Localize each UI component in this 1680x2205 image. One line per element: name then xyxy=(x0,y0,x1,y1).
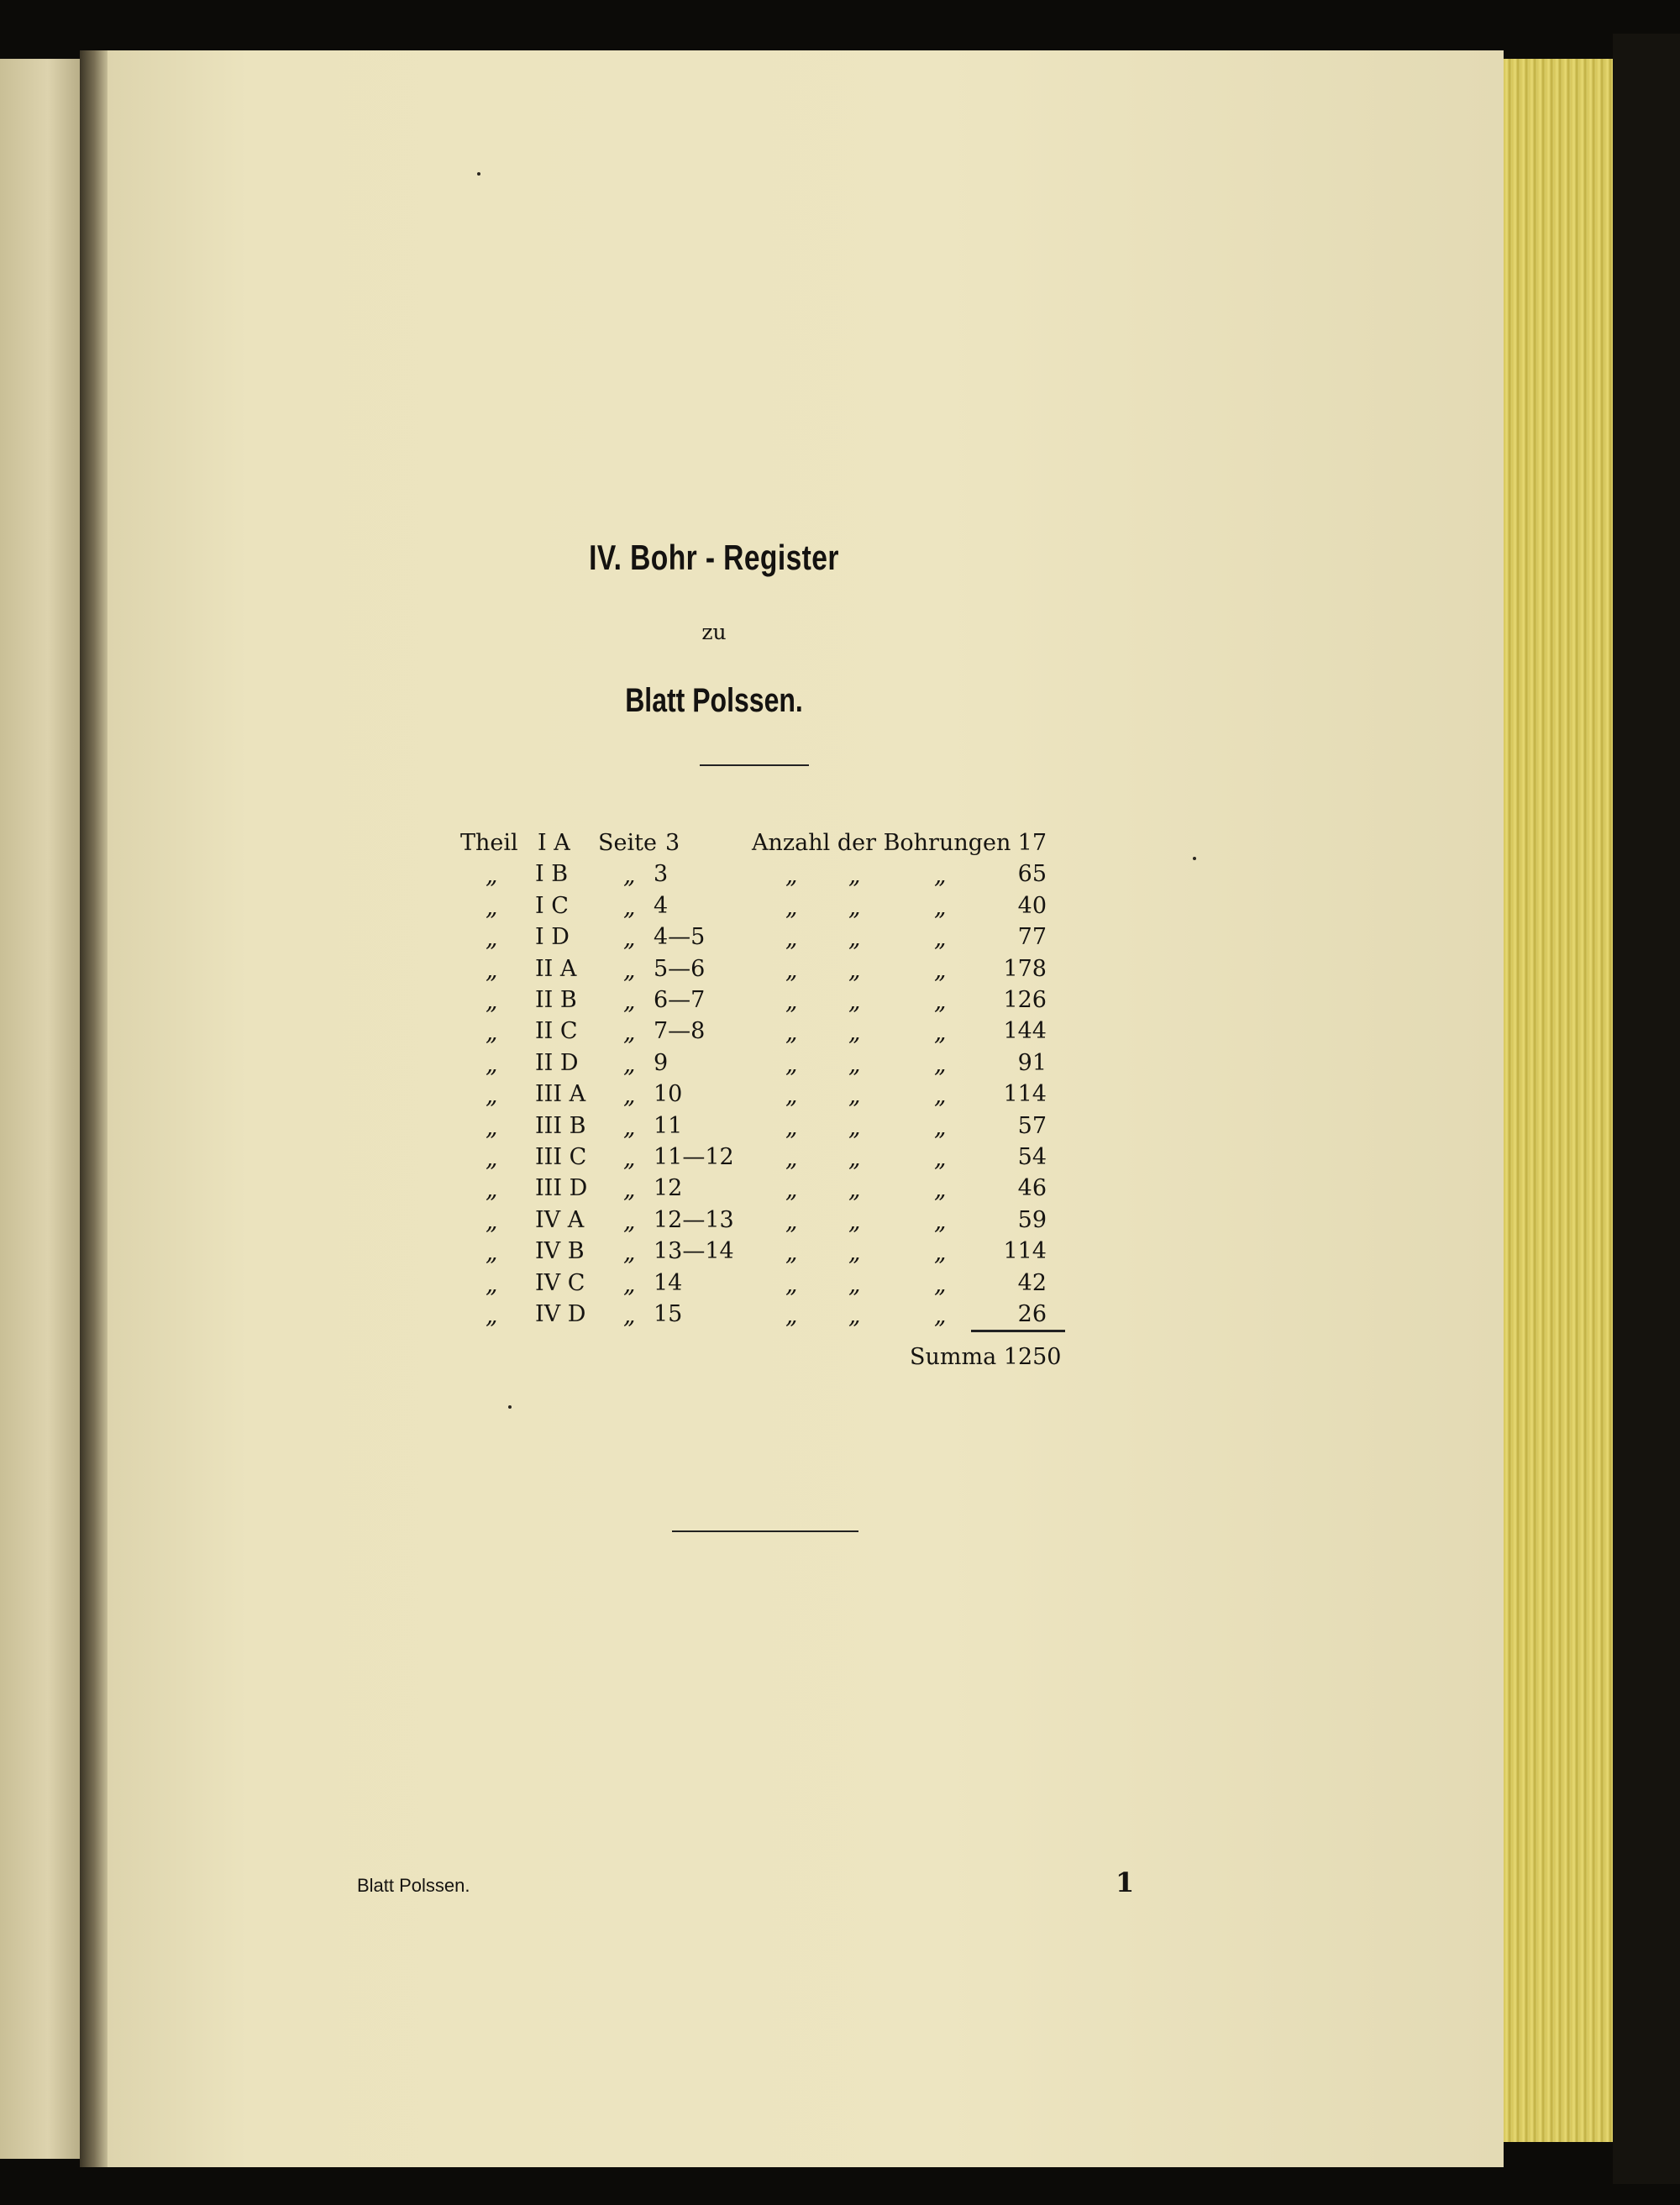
ditto-mark: „ xyxy=(623,1175,636,1203)
part-label: IV C xyxy=(535,1270,585,1296)
part-label: III B xyxy=(535,1113,586,1139)
part-label: IV B xyxy=(535,1238,585,1264)
ditto-mark: „ xyxy=(486,1270,498,1298)
ditto-mark: „ xyxy=(785,1113,798,1141)
ditto-mark: „ xyxy=(848,1207,861,1235)
ditto-mark: „ xyxy=(623,987,636,1015)
ditto-mark: „ xyxy=(934,1301,947,1329)
ditto-mark: „ xyxy=(623,1238,636,1266)
ditto-mark: „ xyxy=(848,956,861,984)
ditto-mark: „ xyxy=(785,1175,798,1203)
ditto-mark: „ xyxy=(934,861,947,889)
ditto-mark: „ xyxy=(934,987,947,1015)
paper-speck xyxy=(477,172,480,176)
ditto-mark: „ xyxy=(486,1238,498,1266)
page-range: 10 xyxy=(654,1081,683,1107)
page-range: 4—5 xyxy=(654,924,706,950)
page-range: 11—12 xyxy=(654,1144,734,1170)
borehole-count: 114 xyxy=(1003,1081,1047,1107)
page-range: 6—7 xyxy=(654,987,706,1013)
page-range: 4 xyxy=(654,893,669,919)
ditto-mark: „ xyxy=(848,1301,861,1329)
ditto-mark: „ xyxy=(623,1081,636,1109)
part-label: I C xyxy=(535,893,569,919)
borehole-count: 126 xyxy=(1003,987,1047,1013)
ditto-mark: „ xyxy=(486,893,498,921)
ditto-mark: „ xyxy=(934,1207,947,1235)
ditto-mark: „ xyxy=(486,987,498,1015)
page-range: 12—13 xyxy=(654,1207,734,1233)
page-range: 14 xyxy=(654,1270,683,1296)
borehole-count: 65 xyxy=(1017,861,1047,887)
page-edges xyxy=(1504,59,1613,2142)
ditto-mark: „ xyxy=(848,1238,861,1266)
ditto-mark: „ xyxy=(934,1050,947,1078)
left-page-edge xyxy=(0,59,80,2159)
ditto-mark: „ xyxy=(848,1081,861,1109)
part-label: I B xyxy=(535,861,569,887)
ditto-mark: „ xyxy=(848,893,861,921)
ditto-mark: „ xyxy=(486,1207,498,1235)
ditto-mark: „ xyxy=(934,1144,947,1172)
ditto-mark: „ xyxy=(934,1113,947,1141)
part-label: III A xyxy=(535,1081,586,1107)
borehole-count: 91 xyxy=(1017,1050,1047,1076)
ditto-mark: „ xyxy=(623,861,636,889)
summa-total: Summa 1250 xyxy=(910,1344,1062,1370)
ditto-mark: „ xyxy=(486,1113,498,1141)
borehole-count: 144 xyxy=(1003,1018,1047,1044)
borehole-count: 57 xyxy=(1017,1113,1047,1139)
seite-label: Seite xyxy=(598,830,657,856)
ditto-mark: „ xyxy=(785,924,798,952)
ditto-mark: „ xyxy=(623,1270,636,1298)
ditto-mark: „ xyxy=(623,893,636,921)
page-range: 13—14 xyxy=(654,1238,734,1264)
footer-sheet-name: Blatt Polssen. xyxy=(357,1875,470,1896)
ditto-mark: „ xyxy=(934,1175,947,1203)
bottom-divider xyxy=(672,1530,858,1532)
ditto-mark: „ xyxy=(848,1113,861,1141)
theil-label: Theil xyxy=(460,830,518,856)
ditto-mark: „ xyxy=(486,1144,498,1172)
ditto-mark: „ xyxy=(486,1018,498,1046)
page-range: 7—8 xyxy=(654,1018,706,1044)
ditto-mark: „ xyxy=(785,1270,798,1298)
sheet-title: Blatt Polssen. xyxy=(625,682,803,719)
ditto-mark: „ xyxy=(934,1081,947,1109)
page-range: 12 xyxy=(654,1175,683,1201)
book-cover xyxy=(1613,34,1680,2184)
anzahl-label: Anzahl der Bohrungen xyxy=(752,830,1011,856)
page-range: 11 xyxy=(654,1113,683,1139)
ditto-mark: „ xyxy=(486,1175,498,1203)
ditto-mark: „ xyxy=(785,861,798,889)
borehole-count: 77 xyxy=(1017,924,1047,950)
title-connector: zu xyxy=(701,620,727,644)
title-divider xyxy=(700,764,809,766)
part-label: II D xyxy=(535,1050,579,1076)
ditto-mark: „ xyxy=(785,1018,798,1046)
ditto-mark: „ xyxy=(848,1144,861,1172)
ditto-mark: „ xyxy=(623,1018,636,1046)
ditto-mark: „ xyxy=(785,1301,798,1329)
part-label: IV A xyxy=(535,1207,585,1233)
book-page xyxy=(108,50,1504,2167)
page-range: 15 xyxy=(654,1301,683,1327)
ditto-mark: „ xyxy=(623,1050,636,1078)
page-number: 1 xyxy=(1116,1866,1135,1898)
ditto-mark: „ xyxy=(623,956,636,984)
ditto-mark: „ xyxy=(785,956,798,984)
page-range: 5—6 xyxy=(654,956,706,982)
ditto-mark: „ xyxy=(785,987,798,1015)
part-label: II C xyxy=(535,1018,578,1044)
ditto-mark: „ xyxy=(486,956,498,984)
ditto-mark: „ xyxy=(785,1207,798,1235)
ditto-mark: „ xyxy=(848,924,861,952)
ditto-mark: „ xyxy=(785,1050,798,1078)
borehole-count: 54 xyxy=(1017,1144,1047,1170)
part-label: II A xyxy=(535,956,577,982)
ditto-mark: „ xyxy=(934,924,947,952)
ditto-mark: „ xyxy=(785,893,798,921)
page-range: 9 xyxy=(654,1050,669,1076)
ditto-mark: „ xyxy=(486,1050,498,1078)
ditto-mark: „ xyxy=(934,1238,947,1266)
ditto-mark: „ xyxy=(848,987,861,1015)
part-label: III C xyxy=(535,1144,587,1170)
part-label: II B xyxy=(535,987,577,1013)
ditto-mark: „ xyxy=(623,1113,636,1141)
paper-speck xyxy=(508,1405,512,1409)
ditto-mark: „ xyxy=(623,1301,636,1329)
ditto-mark: „ xyxy=(848,1018,861,1046)
ditto-mark: „ xyxy=(486,861,498,889)
book-gutter xyxy=(80,50,109,2167)
borehole-count: 26 xyxy=(1017,1301,1047,1327)
ditto-mark: „ xyxy=(934,956,947,984)
borehole-count: 40 xyxy=(1017,893,1047,919)
ditto-mark: „ xyxy=(486,1081,498,1109)
paper-speck xyxy=(1193,857,1196,860)
ditto-mark: „ xyxy=(848,861,861,889)
sum-rule xyxy=(971,1330,1065,1332)
ditto-mark: „ xyxy=(623,1144,636,1172)
part-label: I D xyxy=(535,924,570,950)
borehole-count: 42 xyxy=(1017,1270,1047,1296)
borehole-count: 17 xyxy=(1017,830,1047,856)
ditto-mark: „ xyxy=(934,1270,947,1298)
part-label: I A xyxy=(538,830,570,856)
ditto-mark: „ xyxy=(623,1207,636,1235)
part-label: III D xyxy=(535,1175,588,1201)
ditto-mark: „ xyxy=(785,1238,798,1266)
borehole-count: 46 xyxy=(1017,1175,1047,1201)
borehole-count: 178 xyxy=(1003,956,1047,982)
ditto-mark: „ xyxy=(934,1018,947,1046)
ditto-mark: „ xyxy=(848,1270,861,1298)
register-title: IV. Bohr - Register xyxy=(589,538,839,577)
ditto-mark: „ xyxy=(785,1081,798,1109)
part-label: IV D xyxy=(535,1301,586,1327)
page-range: 3 xyxy=(654,861,669,887)
ditto-mark: „ xyxy=(848,1050,861,1078)
ditto-mark: „ xyxy=(486,924,498,952)
ditto-mark: „ xyxy=(486,1301,498,1329)
ditto-mark: „ xyxy=(623,924,636,952)
ditto-mark: „ xyxy=(785,1144,798,1172)
ditto-mark: „ xyxy=(848,1175,861,1203)
ditto-mark: „ xyxy=(934,893,947,921)
page-range: 3 xyxy=(665,830,680,856)
borehole-count: 114 xyxy=(1003,1238,1047,1264)
borehole-count: 59 xyxy=(1017,1207,1047,1233)
